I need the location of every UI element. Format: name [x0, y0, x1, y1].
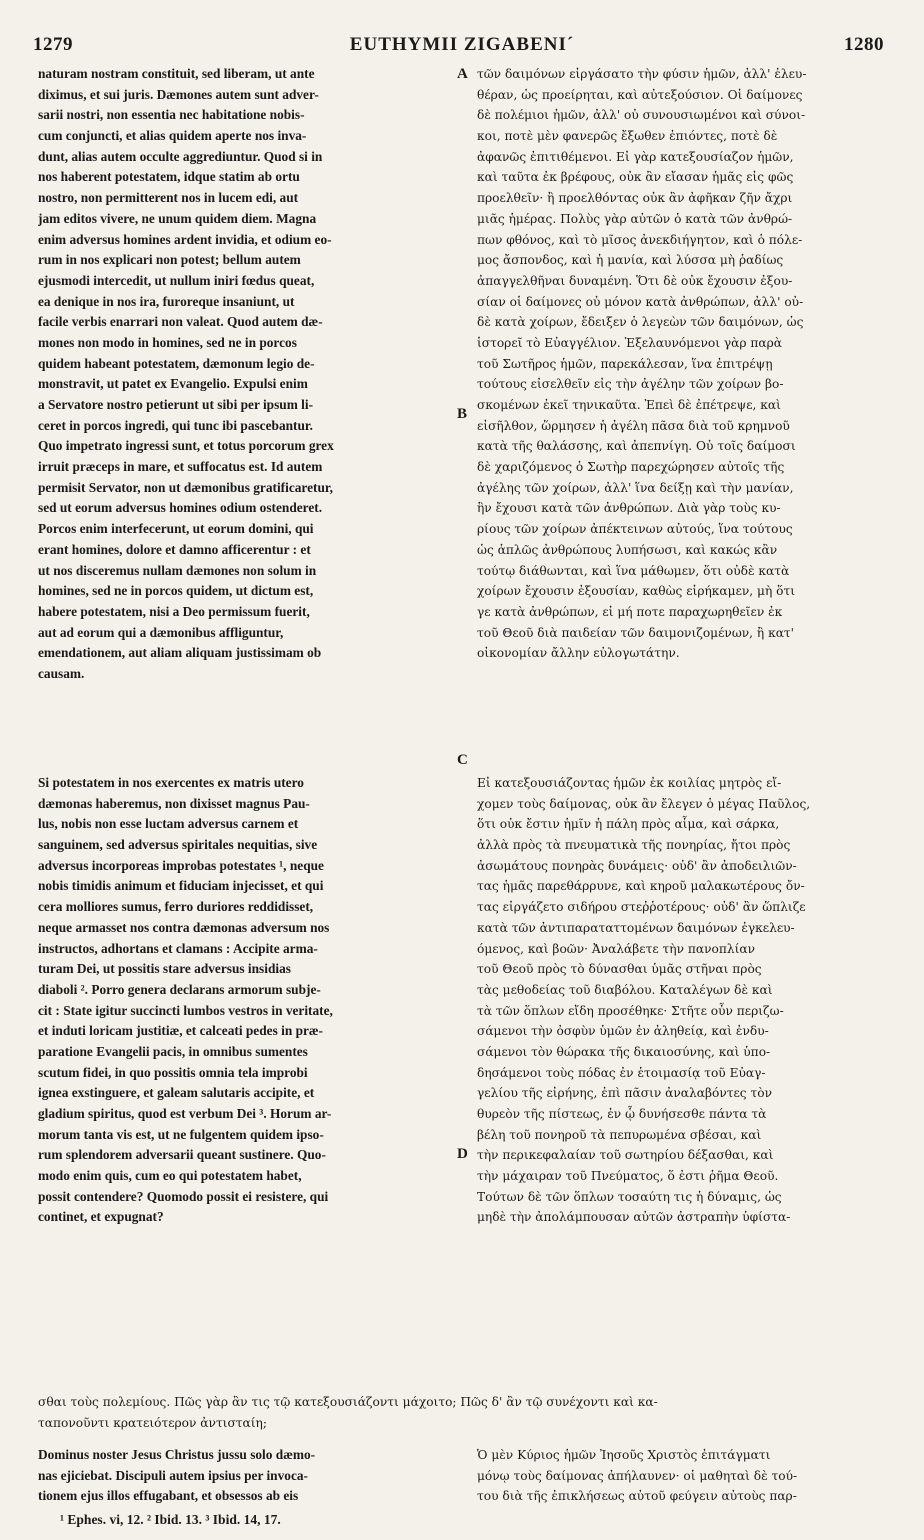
- section-marker-d: D: [457, 1146, 468, 1162]
- text-line: τοῦ Σωτῆρος ἡμῶν, παρεκάλεσαν, ἵνα ἐπιτρέψῃ: [477, 356, 773, 371]
- text-line: diximus, et sui juris. Dæmones autem sunt adver-: [38, 86, 319, 102]
- text-line: cera molliores sumus, ferro duriores reddidisset,: [38, 899, 314, 915]
- text-line: dunt, alias autem occulte aggrediuntur. Quod si in: [38, 148, 323, 164]
- text-line: εἰσῆλθον, ὥρμησεν ἡ ἀγέλη πᾶσα διὰ τοῦ κρημνοῦ: [477, 418, 790, 433]
- text-line: irruit præceps in mare, et suffocatus est. Id autem: [38, 459, 323, 475]
- text-line: θέραν, ὡς προείρηται, καὶ αὐτεξούσιον. Οἱ δαίμονες: [477, 87, 803, 102]
- text-line: causam.: [38, 665, 85, 681]
- text-line: σίαν οἱ δαίμονες οὐ μόνον κατὰ ἀνθρώπων, ἀλλ' οὐ-: [477, 294, 804, 309]
- text-line: δὲ πολέμιοι ἡμῶν, ἀλλ' οὐ συνουσιωμένοι καὶ σύνοι-: [477, 108, 806, 123]
- text-line: τὴν περικεφαλαίαν τοῦ σωτηρίου δέξασθαι, καὶ: [477, 1148, 774, 1163]
- text-line: sarii nostri, non essentia nec habitatione nobis-: [38, 107, 305, 123]
- text-line: θυρεὸν τῆς πίστεως, ἐν ᾧ δυνήσεσθε πάντα τὰ: [477, 1107, 767, 1121]
- text-line: Ὁ μὲν Κύριος ἡμῶν Ἰησοῦς Χριστὸς ἐπιτάγματι: [477, 1448, 771, 1462]
- text-line: facile verbis enarrari non valeat. Quod autem dæ-: [38, 314, 323, 330]
- text-line: habere potestatem, nisi a Deo permissum fuerit,: [38, 603, 310, 619]
- text-line: lus, nobis non esse luctam adversus carnem et: [38, 816, 299, 832]
- text-line: naturam nostram constituit, sed liberam, ut ante: [38, 66, 315, 81]
- text-line: ἀγέλης τῶν χοίρων, ἀλλ' ἵνα δείξῃ καὶ τὴν μανίαν,: [477, 480, 794, 495]
- text-line: ρίους τῶν χοίρων ἀπέκτεινων αὐτούς, ἵνα τούτους: [477, 522, 793, 537]
- text-line: ἱστορεῖ τὸ Εὐαγγέλιον. Ἐξελαυνόμενοι γὰρ παρὰ: [477, 335, 783, 350]
- text-line: cum conjuncti, et alias quidem aperte nos inva-: [38, 128, 307, 144]
- text-line: possit contendere? Quomodo possit ei resistere, qui: [38, 1188, 329, 1204]
- text-line: ἀσωμάτους πονηρὰς δυνάμεις· οὐδ' ἂν ἀποδειλιῶν-: [477, 858, 797, 873]
- text-line: γελίου τῆς εἰρήνης, ἐπὶ πᾶσιν ἀναλαβόντες τὸν: [477, 1086, 772, 1101]
- text-line: rum in nos explicari non potest; bellum autem: [38, 252, 301, 268]
- latin-column-1: [38, 64, 453, 685]
- text-line: sanguinem, sed adversus spiritales nequitias, sive: [38, 837, 318, 853]
- text-line: tionem ejus illos effugabant, et obsessos ab eis: [38, 1488, 299, 1504]
- text-line: ignea exstinguere, et galeam salutaris accipite, et: [38, 1085, 315, 1101]
- text-line: ea denique in nos ira, furoreque insaniunt, ut: [38, 293, 295, 309]
- text-line: Τούτων δὲ τῶν ὅπλων τοσαύτη τις ἡ δύναμις, ὡς: [477, 1189, 782, 1204]
- text-line: χομεν τοὺς δαίμονας, οὐκ ἂν ἔλεγεν ὁ μέγας Παῦλος,: [477, 796, 811, 811]
- text-line: neque armasset nos contra dæmonas adversum nos: [38, 919, 330, 935]
- section-marker-c: C: [457, 752, 468, 768]
- text-line: modo enim quis, cum eo qui potestatem habet,: [38, 1168, 302, 1184]
- text-line: τας εἰργάζετο σιδήρου στεῤῥοτέρους· οὐδ' ἂν ὥπλιζε: [477, 900, 806, 915]
- text-line: continet, et expugnat?: [38, 1209, 164, 1225]
- text-line: τούτῳ διάθωνται, καὶ ἵνα μάθωμεν, ὅτι οὐδὲ κατὰ: [477, 563, 790, 578]
- text-line: sed ut eorum adversus homines odium ostenderet.: [38, 500, 323, 516]
- text-line: μος ἄσπονδος, καὶ ἡ μανία, καὶ λύσσα μὴ ῥαδίως: [477, 253, 784, 268]
- text-line: τούτους εἰσελθεῖν εἰς τὴν ἀγέλην τῶν χοίρων βο-: [477, 377, 784, 392]
- text-line: χοίρων ἔχουσιν ἐξουσίαν, καθὼς εἰρήκαμεν, μὴ ὅτι: [477, 584, 795, 599]
- text-line: κατὰ τῆς θαλάσσης, καὶ ἀπεπνίγη. Οὐ τοῖς δαίμοσι: [477, 439, 796, 454]
- text-line: κατὰ τῶν ἀντιπαραταττομένων δαιμόνων ἐγκελευ-: [477, 920, 795, 935]
- text-line: τοῦ Θεοῦ πρὸς τὸ δύνασθαι ὑμᾶς στῆναι πρὸς: [477, 962, 762, 977]
- text-line: monstravit, ut patet ex Evangelio. Expulsi enim: [38, 376, 308, 392]
- text-line: τὴν μάχαιραν τοῦ Πνεύματος, ὅ ἐστι ῥῆμα Θεοῦ.: [477, 1169, 779, 1184]
- text-line: όμενος, καὶ βοῶν· Ἀναλάβετε τὴν πανοπλίαν: [477, 941, 756, 956]
- latin-column-2: [38, 773, 453, 1228]
- text-line: βέλη τοῦ πονηροῦ τὰ πεπυρωμένα σβέσαι, καὶ: [477, 1127, 762, 1142]
- text-line: nas ejiciebat. Discipuli autem ipsius per invoca-: [38, 1467, 308, 1483]
- text-line: a Servatore nostro petierunt ut sibi per ipsum li-: [38, 397, 314, 412]
- greek-column-3: [477, 1445, 887, 1507]
- running-title: EUTHYMII ZIGABENI´: [349, 34, 575, 55]
- latin-column-3: [38, 1445, 453, 1507]
- text-line: του διὰ τῆς ἐπικλήσεως αὐτοῦ φεύγειν αὐτοὺς παρ-: [477, 1489, 797, 1504]
- text-line: γε κατὰ ἀνθρώπων, εἰ μή ποτε παραχωρηθεῖεν ἐκ: [477, 604, 783, 619]
- text-line: paratione Evangelii pacis, in omnibus sumentes: [38, 1043, 308, 1059]
- text-line: ejusmodi intercedit, ut nullum iniri fœdus queat,: [38, 272, 315, 288]
- greek-column-2: [477, 773, 887, 1228]
- section-marker-b: B: [457, 406, 468, 422]
- page-number-right: 1280: [844, 34, 884, 55]
- text-line: aut ad eorum qui a dæmonibus affliguntur,: [38, 624, 284, 640]
- text-line: τὰς μεθοδείας τοῦ διαβόλου. Καταλέγων δὲ καὶ: [477, 982, 773, 997]
- text-line: ut nos disceremus nullam dæmones non solum in: [38, 562, 317, 578]
- text-line: homines, sed ne in porcos quidem, ut dictum est,: [38, 583, 314, 599]
- text-line: quidem habeant potestatem, dæmonum legio de-: [38, 355, 315, 371]
- text-line: turam Dei, ut possitis stare adversus insidias: [38, 961, 291, 977]
- text-line: scutum fidei, in quo possitis omnia tela improbi: [38, 1064, 308, 1080]
- text-line: προελθεῖν· ἢ προελθόντας οὐκ ἂν ἀφῆκαν ζῆν ἄχρι: [477, 191, 793, 206]
- text-line: instructos, adhortans et clamans : Accipite arma-: [38, 940, 318, 956]
- text-line: emendationem, aut aliam aliquam justissimam ob: [38, 645, 322, 661]
- footnotes: ¹ Ephes. vi, 12. ² Ibid. 13. ³ Ibid. 14, 17.: [60, 1512, 281, 1527]
- text-line: τὰ τῶν ὅπλων εἴδη προσέθηκε· Στῆτε οὖν περιζω-: [477, 1003, 784, 1018]
- text-line: nos haberent potestatem, idque statim ab ortu: [38, 169, 300, 185]
- text-line: ὅτι οὐκ ἔστιν ἡμῖν ἡ πάλη πρὸς αἷμα, καὶ σάρκα,: [477, 817, 780, 832]
- text-line: πων φθόνος, καὶ τὸ μῖσος ἀνεκδιήγητον, καὶ ὁ πόλε-: [477, 232, 803, 247]
- text-line: dæmonas haberemus, non dixisset magnus Pau-: [38, 795, 310, 811]
- text-line: permisit Servator, non ut dæmonibus gratificaretur,: [38, 479, 333, 495]
- greek-spanning-line-1: σθαι τοὺς πολεμίους. Πῶς γὰρ ἂν τις τῷ κατεξουσιάζοντι μάχοιτο; Πῶς δ' ἂν τῷ συνέχοντι καὶ κα-: [38, 1395, 658, 1409]
- text-line: cit : State igitur succincti lumbos vestros in veritate,: [38, 1002, 333, 1018]
- text-line: δὲ κατὰ χοίρων, ἔδειξεν ὁ λεγεὼν τῶν δαιμόνων, ὡς: [477, 315, 804, 330]
- text-line: mones non modo in homines, sed ne in porcos: [38, 334, 297, 350]
- text-line: ἀπαγγελθῆναι δυναμένη. Ὅτι δὲ οὐκ ἔχουσιν ἐξου-: [477, 273, 793, 288]
- text-line: diaboli ². Porro genera declarans armorum subje-: [38, 981, 321, 997]
- text-line: σκομένων ἐκεῖ τηνικαῦτα. Ἐπεὶ δὲ ἐπέτρεψε, καὶ: [477, 398, 781, 412]
- text-line: ἀλλὰ πρὸς τὰ πνευματικὰ τῆς πονηρίας, ἤτοι πρὸς: [477, 838, 791, 853]
- text-line: nostro, non permitterent nos in lucem edi, aut: [38, 190, 299, 206]
- text-line: σάμενοι τὴν ὀσφὺν ὑμῶν ἐν ἀληθείᾳ, καὶ ἐνδυ-: [477, 1024, 769, 1039]
- text-line: μιᾶς ἡμέρας. Πολὺς γὰρ αὐτῶν ὁ κατὰ τῶν ἀνθρώ-: [477, 211, 793, 226]
- text-line: τοῦ Θεοῦ διὰ παιδείαν τῶν δαιμονιζομένων, ἢ κατ': [477, 625, 795, 640]
- text-line: Porcos enim interfecerunt, ut eorum domini, qui: [38, 521, 314, 537]
- text-line: τῶν δαιμόνων εἰργάσατο τὴν φύσιν ἡμῶν, ἀλλ' ἐλευ-: [477, 67, 807, 81]
- text-line: δὲ χαριζόμενος ὁ Σωτὴρ παρεχώρησεν αὐτοῖς τῆς: [477, 460, 785, 475]
- text-line: Dominus noster Jesus Christus jussu solo dæmo-: [38, 1447, 316, 1462]
- text-line: Quo impetrato ingressi sunt, et totus porcorum grex: [38, 438, 334, 454]
- text-line: jam editos vivere, ne unum quidem diem. Magna: [38, 210, 317, 226]
- text-line: ἣν ἔχουσι κατὰ τῶν ἀνθρώπων. Διὰ γὰρ τοὺς κυ-: [477, 501, 781, 516]
- text-line: enim adversus homines ardent invidia, et odium eo-: [38, 231, 332, 247]
- text-line: Si potestatem in nos exercentes ex matris utero: [38, 775, 304, 790]
- text-line: Εἰ κατεξουσιάζοντας ἡμῶν ἐκ κοιλίας μητρὸς εἴ-: [477, 776, 782, 790]
- text-line: rum splendorem adversarii queant sustinere. Quo-: [38, 1147, 326, 1163]
- text-line: μόνῳ τοὺς δαίμονας ἀπήλαυνεν· οἱ μαθηταὶ δὲ τού-: [477, 1468, 798, 1483]
- text-line: καὶ ταῦτα ἐκ βρέφους, οὐκ ἂν εἴασαν ἡμᾶς εἰς φῶς: [477, 170, 794, 185]
- text-line: οἰκονομίαν ἄλλην εὐλογωτάτην.: [477, 646, 680, 661]
- page-number-left: 1279: [33, 34, 73, 55]
- text-line: τας ἡμᾶς παρεθάρρυνε, καὶ κηροῦ μαλακωτέρους ὄν-: [477, 879, 805, 894]
- text-line: erant homines, dolore et damno afficerentur : et: [38, 541, 311, 557]
- text-line: σάμενοι τὸν θώρακα τῆς δικαιοσύνης, καὶ ὑπο-: [477, 1044, 771, 1059]
- text-line: et induti loricam justitiæ, et calceati pedes in præ-: [38, 1023, 323, 1039]
- text-line: δησάμενοι τοὺς πόδας ἐν ἑτοιμασίᾳ τοῦ Εὐαγ-: [477, 1065, 766, 1080]
- text-line: ceret in porcos ingredi, qui tunc ibi pascebantur.: [38, 417, 313, 433]
- text-line: morum tanta vis est, ut ne fulgentem quidem ipso-: [38, 1126, 324, 1142]
- greek-column-1: [477, 64, 887, 664]
- text-line: adversus incorporeas improbas potestates ¹, neque: [38, 857, 324, 873]
- text-line: ἀφανῶς ἐπιτιθέμενοι. Εἰ γὰρ κατεξουσίαζον ἡμῶν,: [477, 149, 794, 164]
- greek-spanning-line-2: ταπονοῦντι κρατειότερον ἀντισταίη;: [38, 1416, 267, 1430]
- section-marker-a: A: [457, 66, 468, 82]
- text-line: ὡς ἁπλῶς ἀνθρώπους λυπήσωσι, καὶ κακώς κἂν: [477, 542, 778, 557]
- text-line: κοι, ποτὲ μὲν φανερῶς ἔξωθεν ἐπιόντες, ποτὲ δὲ: [477, 129, 778, 144]
- text-line: nobis timidis animum et fiduciam injecisset, et qui: [38, 878, 324, 894]
- text-line: gladium spiritus, quod est verbum Dei ³. Horum ar-: [38, 1106, 332, 1121]
- text-line: μηδὲ τὴν ἀπολάμπουσαν αὐτῶν ἀστραπὴν ὑφίστα-: [477, 1210, 791, 1225]
